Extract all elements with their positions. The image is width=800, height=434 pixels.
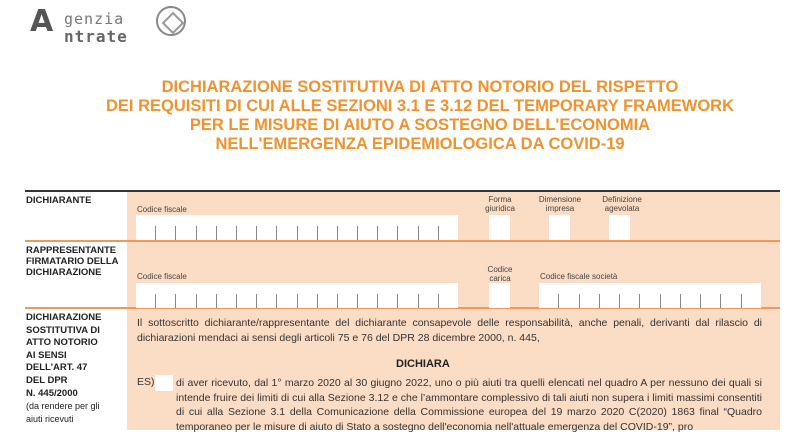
es-checkbox[interactable] [155,375,173,391]
republic-emblem-icon [156,6,186,36]
sostitutiva-label: DICHIARAZIONE SOSTITUTIVA DI ATTO NOTORIO AI SENSI DELL'ART. 47 DEL DPR N. 445/2000 (da rendere per gli aiuti ricevuti [26,312,102,424]
codice-fiscale-input[interactable] [136,215,458,240]
cf-label: Codice fiscale [137,205,187,214]
forma-label: Forma giuridica [485,195,515,213]
dichiara-heading: DICHIARA [396,358,450,370]
divider [25,240,780,242]
cf-label: Codice fiscale [137,272,187,281]
es-text: di aver ricevuto, dal 1° marzo 2020 al 30 giugno 2022, uno o più aiuti tra quelli elencati nel quadro A per nessuno dei quali si intende fruire dei limiti di cui alla Sezione 3.12 e che l’ammontare complessivo di tali aiuti non supera i limiti massimi consentiti di cui alla Sezione 3.1 della Comunicazione della Commissione europea del 19 marzo 2020 C(2020) 1863 final “Quadro temporaneo per le misure di aiuto di Stato a sostegno dell'economia nell'attuale emergenza del COVID-19”, pro [176,377,762,433]
title-line: PER LE MISURE DI AIUTO A SOSTEGNO DELL'ECONOMIA [189,116,651,134]
definizione-agevolata-input[interactable] [609,215,630,240]
logo-letter: A [30,4,54,39]
rappresentante-label: RAPPRESENTANTE FIRMATARIO DELLA DICHIARAZIONE [26,245,119,278]
logo-text-2: ntrate [64,27,128,46]
dimensione-impresa-input[interactable] [549,215,570,240]
title-line: DICHIARAZIONE SOSTITUTIVA DI ATTO NOTORIO DEL RISPETTO [161,78,679,96]
forma-giuridica-input[interactable] [489,215,510,240]
cf-societa-label: Codice fiscale società [540,272,618,281]
codice-fiscale-societa-input[interactable] [539,283,761,308]
title-line: NELL'EMERGENZA EPIDEMIOLOGICA DA COVID-19 [215,135,625,153]
dichiarante-label: DICHIARANTE [26,195,92,206]
codice-carica-input[interactable] [489,283,510,308]
es-label: ES) [137,376,155,388]
carica-label: Codice carica [487,265,513,283]
dimensione-label: Dimensione impresa [538,195,582,213]
definizione-label: Definizione agevolata [602,195,642,213]
form-title [0,78,800,154]
title-line: DEI REQUISITI DI CUI ALLE SEZIONI 3.1 E 3.12 DEL TEMPORARY FRAMEWORK [106,97,734,115]
divider [25,190,780,192]
rappresentante-codice-fiscale-input[interactable] [136,283,458,308]
logo-text-1: genzia [64,10,125,28]
intro-text: Il sottoscritto dichiarante/rappresentante del dichiarante consapevole delle responsabilità, anche penali, derivanti dal rilascio di dichiarazioni mendaci ai sensi degli articoli 75 e 76 del DPR 28 dicembre 2000, n. 445, [137,317,762,344]
